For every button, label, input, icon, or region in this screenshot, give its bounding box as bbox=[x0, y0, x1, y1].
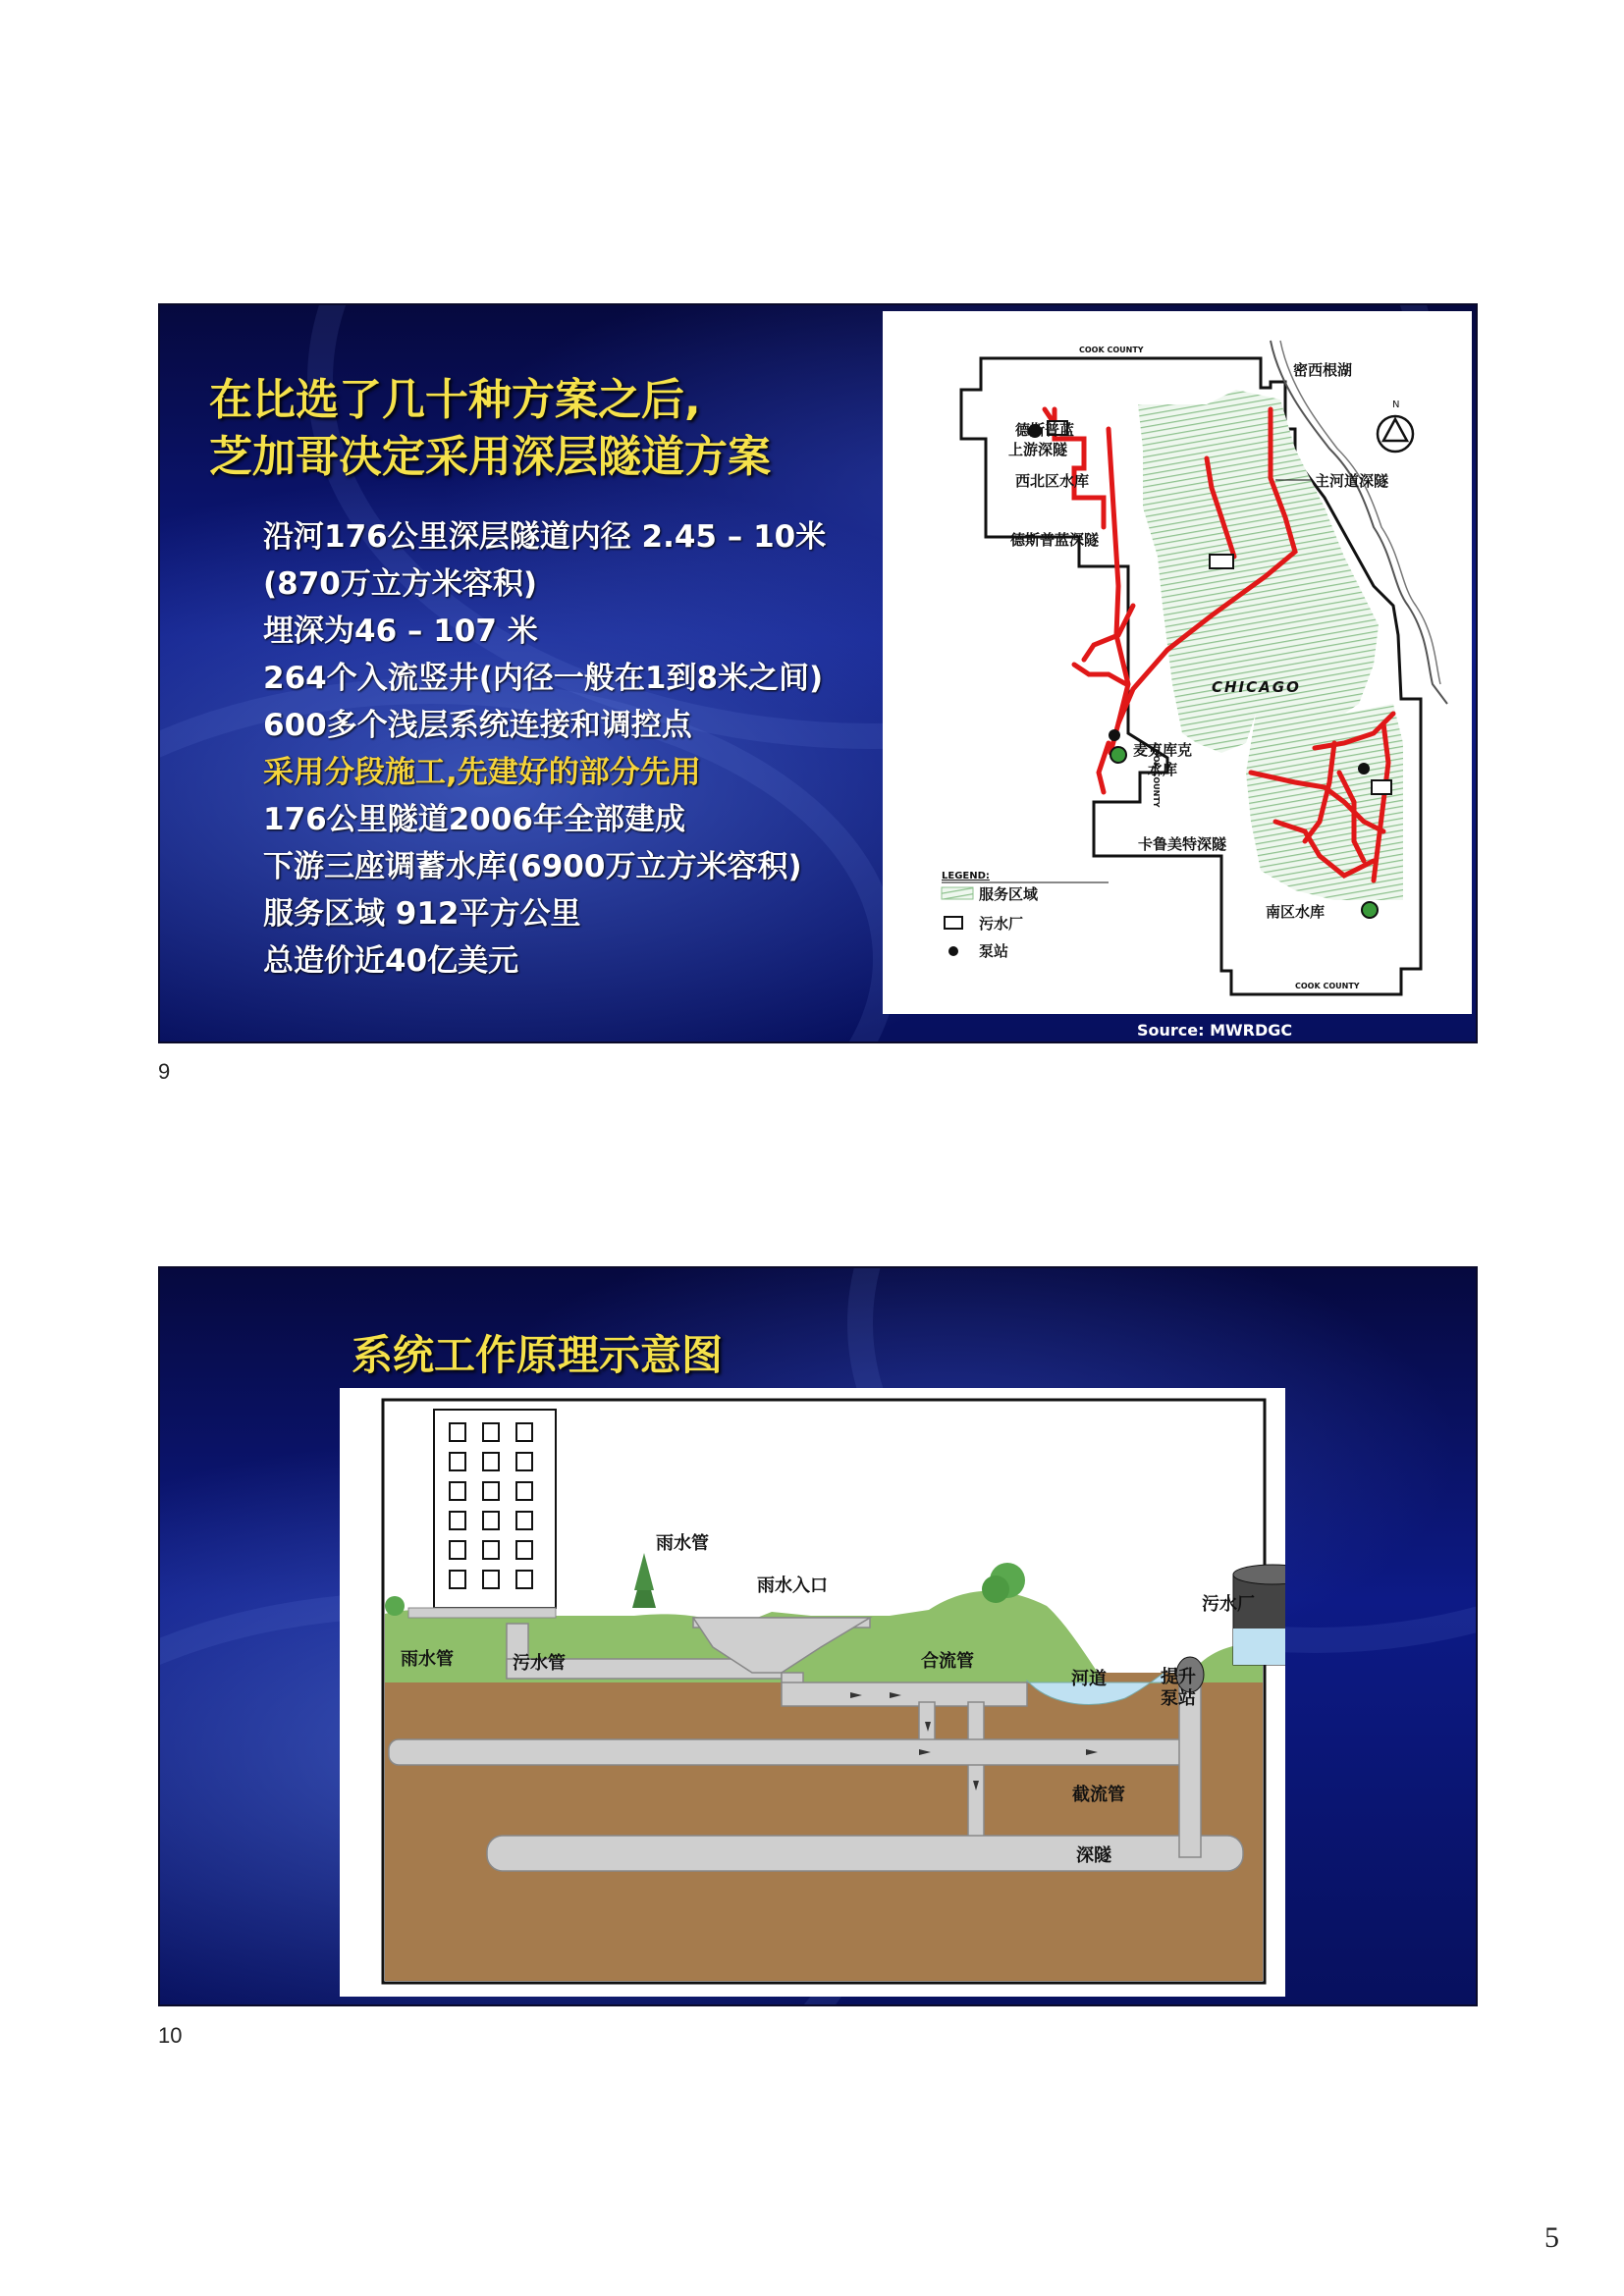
bullet-item: 600多个浅层系统连接和调控点 bbox=[263, 708, 692, 743]
window-icon bbox=[483, 1512, 499, 1529]
window-icon bbox=[450, 1453, 465, 1470]
map-label-city: CHICAGO bbox=[1212, 678, 1301, 696]
map-label-tunnel-calumet: 卡鲁美特深隧 bbox=[1138, 835, 1227, 853]
label-stormpipe-left: 雨水管 bbox=[401, 1649, 454, 1670]
page-number: 5 bbox=[1544, 2221, 1559, 2254]
north-arrow-icon bbox=[1378, 400, 1413, 452]
service-area bbox=[1138, 390, 1379, 753]
bullet-item: 服务区域 912平方公里 bbox=[263, 896, 581, 932]
legend-swatch-pump bbox=[948, 946, 958, 956]
label-sewer: 污水管 bbox=[513, 1653, 566, 1674]
legend-label-service: 服务区域 bbox=[979, 885, 1039, 903]
window-icon bbox=[516, 1423, 532, 1441]
legend-label-plant: 污水厂 bbox=[979, 915, 1024, 933]
bullet-item: (870万立方米容积) bbox=[263, 566, 538, 602]
treatment-plant-marker bbox=[1372, 780, 1391, 794]
window-icon bbox=[483, 1482, 499, 1500]
window-icon bbox=[483, 1571, 499, 1588]
label-pump-station: 泵站 bbox=[1161, 1688, 1196, 1709]
map-label-reservoir-south: 南区水库 bbox=[1266, 903, 1326, 921]
slide-title bbox=[209, 372, 771, 486]
slide-title: 系统工作原理示意图 bbox=[352, 1331, 724, 1379]
pump-station-marker bbox=[1109, 729, 1120, 741]
window-icon bbox=[516, 1541, 532, 1559]
map-label-reservoir-nw: 西北区水库 bbox=[1015, 472, 1090, 490]
slide-number: 10 bbox=[158, 2023, 183, 2048]
window-icon bbox=[450, 1482, 465, 1500]
window-icon bbox=[516, 1512, 532, 1529]
window-icon bbox=[450, 1512, 465, 1529]
slide-number: 9 bbox=[158, 1059, 171, 1084]
window-icon bbox=[450, 1571, 465, 1588]
map-label-tunnel-upper: 上游深隧 bbox=[1008, 441, 1068, 458]
map-label-county: COOK COUNTY bbox=[1152, 743, 1161, 808]
label-plant: 污水厂 bbox=[1202, 1594, 1255, 1615]
deep-tunnel bbox=[487, 1836, 1243, 1871]
slide-9 bbox=[158, 303, 1478, 1043]
legend-title: LEGEND: bbox=[942, 871, 990, 881]
map-legend bbox=[942, 871, 1109, 960]
window-icon bbox=[516, 1571, 532, 1588]
label-pump-station: 提升 bbox=[1161, 1667, 1196, 1687]
bullet-item: 总造价近40亿美元 bbox=[263, 943, 519, 979]
chicago-tunnel-map bbox=[883, 311, 1472, 1014]
window-icon bbox=[516, 1482, 532, 1500]
map-label-county: COOK COUNTY bbox=[1295, 982, 1360, 990]
soil-layer bbox=[385, 1673, 1263, 1981]
map-label-tunnel-desplaines: 德斯普蓝深隧 bbox=[1010, 531, 1100, 549]
label-combined: 合流管 bbox=[921, 1651, 974, 1672]
map-label-tunnel-upper: 德斯普蓝 bbox=[1015, 421, 1075, 439]
bullet-item-highlight: 采用分段施工,先建好的部分先用 bbox=[263, 755, 701, 790]
north-label: N bbox=[1392, 400, 1400, 410]
map-label-lake: 密西根湖 bbox=[1293, 361, 1353, 379]
legend-label-pump: 泵站 bbox=[979, 942, 1009, 960]
system-diagram bbox=[340, 1388, 1285, 1997]
window-icon bbox=[450, 1541, 465, 1559]
interceptor-pipe bbox=[389, 1739, 1194, 1765]
bullet-item: 176公里隧道2006年全部建成 bbox=[263, 802, 685, 837]
title-line: 在比选了几十种方案之后, bbox=[209, 375, 701, 425]
map-label-county: COOK COUNTY bbox=[1079, 346, 1144, 354]
label-river: 河道 bbox=[1071, 1669, 1107, 1689]
slide-10 bbox=[158, 1266, 1478, 2006]
label-deep-tunnel: 深隧 bbox=[1076, 1845, 1111, 1866]
drop-shaft bbox=[968, 1702, 984, 1849]
label-interceptor: 截流管 bbox=[1072, 1785, 1125, 1805]
window-icon bbox=[483, 1453, 499, 1470]
window-icon bbox=[450, 1423, 465, 1441]
window-icon bbox=[483, 1541, 499, 1559]
window-icon bbox=[483, 1423, 499, 1441]
label-stormpipe-top: 雨水管 bbox=[656, 1533, 709, 1554]
reservoir-marker bbox=[1110, 747, 1126, 763]
legend-swatch-plant bbox=[945, 917, 962, 929]
bullet-item: 264个入流竖井(内径一般在1到8米之间) bbox=[263, 661, 824, 696]
bullet-item: 下游三座调蓄水库(6900万立方米容积) bbox=[263, 849, 802, 884]
map-label-main-tunnel: 主河道深隧 bbox=[1315, 472, 1389, 490]
pump-station-marker bbox=[1358, 763, 1370, 774]
combined-pipe bbox=[782, 1682, 1027, 1706]
map-svg bbox=[883, 311, 1472, 1014]
title-line: 芝加哥决定采用深层隧道方案 bbox=[209, 432, 771, 482]
bullet-item: 埋深为46 – 107 米 bbox=[263, 614, 538, 649]
diagram-svg bbox=[340, 1388, 1285, 1997]
label-storm-inlet: 雨水入口 bbox=[757, 1575, 828, 1596]
window-icon bbox=[516, 1453, 532, 1470]
bullet-list bbox=[263, 513, 826, 985]
map-label-reservoir-mc: 麦克库克 bbox=[1133, 741, 1193, 759]
bullet-item: 沿河176公里深层隧道内径 2.45 – 10米 bbox=[263, 519, 827, 555]
map-label-reservoir-mc: 水库 bbox=[1148, 761, 1178, 778]
source-credit: Source: MWRDGC bbox=[1137, 1021, 1293, 1040]
legend-swatch-service bbox=[942, 887, 973, 899]
reservoir-marker bbox=[1362, 902, 1378, 918]
treatment-plant-marker bbox=[1210, 555, 1233, 568]
